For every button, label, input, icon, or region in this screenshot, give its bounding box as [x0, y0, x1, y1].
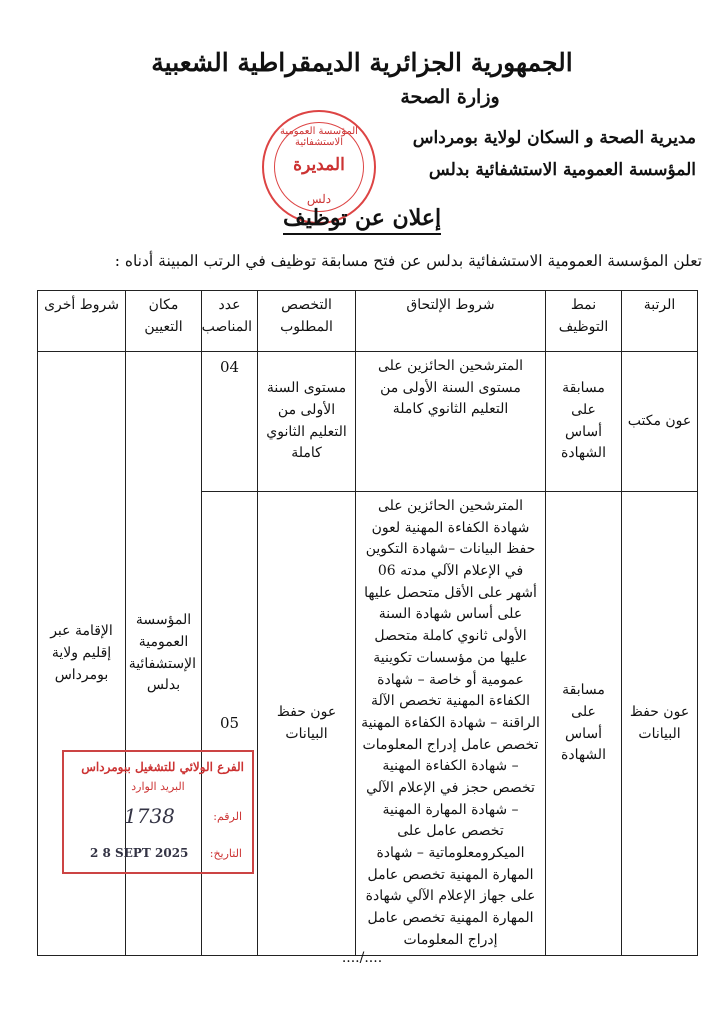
- registry-stamp-mail: البريد الوارد: [131, 780, 185, 793]
- page-continuation: ..../....: [341, 950, 383, 966]
- header-other: شروط أخرى: [38, 291, 126, 352]
- header-specialty: التخصص المطلوب: [258, 291, 356, 352]
- header-posts: عدد المناصب: [202, 291, 258, 352]
- registry-stamp-number-label: الرقم:: [213, 810, 242, 823]
- announcement-title: [0, 205, 724, 231]
- header-conditions: شروط الإلتحاق: [356, 291, 546, 352]
- cell-posts: 04: [202, 352, 258, 492]
- cell-conditions: المترشحين الحائزين على مستوى السنة الأولى من التعليم الثانوي كاملة: [356, 352, 546, 492]
- institution-name: المؤسسة العمومية الاستشفائية بدلس: [428, 160, 696, 180]
- directorate-name: مديرية الصحة و السكان لولاية بومرداس: [412, 128, 696, 148]
- registry-stamp-date: 2 8 SEPT 2025: [90, 846, 189, 860]
- table-header-row: [38, 291, 698, 352]
- table-row: [38, 352, 698, 492]
- registry-stamp-office: الفرع الولائي للتشغيل ببومرداس: [81, 760, 244, 774]
- cell-rank: عون مكتب: [622, 352, 698, 492]
- stamp-bottom-text: دلس: [306, 192, 332, 206]
- cell-rank: عون حفظ البيانات: [622, 492, 698, 956]
- stamp-ring-text: المؤسسة العمومية الاستشفائية: [280, 126, 358, 148]
- cell-specialty: مستوى السنة الأولى من التعليم الثانوي كاملة: [258, 352, 356, 492]
- stamp-center-text: المديرة: [293, 155, 345, 175]
- cell-mode: مسابقة على أساس الشهادة: [546, 352, 622, 492]
- announcement-intro: تعلن المؤسسة العمومية الاستشفائية بدلس عن فتح مسابقة توظيف في الرتب المبينة أدناه :: [114, 252, 702, 270]
- cell-place: المؤسسة العمومية الإستشفائية بدلس: [126, 352, 202, 956]
- republic-title: الجمهورية الجزائرية الديمقراطية الشعبية: [151, 48, 573, 77]
- cell-posts: 05: [202, 492, 258, 956]
- header-rank: الرتبة: [622, 291, 698, 352]
- cell-mode: مسابقة على أساس الشهادة: [546, 492, 622, 956]
- header-mode: نمط التوظيف: [546, 291, 622, 352]
- ministry-name: وزارة الصحة: [400, 86, 500, 108]
- header-place: مكان التعيين: [126, 291, 202, 352]
- registry-stamp-number: 1738: [124, 804, 175, 828]
- registry-stamp-date-label: التاريخ:: [209, 847, 242, 860]
- cell-other: الإقامة عبر إقليم ولاية بومرداس: [38, 352, 126, 956]
- announcement-title-text: إعلان عن توظيف: [283, 205, 441, 235]
- cell-conditions: المترشحين الحائزين على شهادة الكفاءة المهنية لعون حفظ البيانات –شهادة التكوين في الإعلام الآلي مدته 06 أشهر على الأقل متحصل عليها على أساس شهادة السنة الأولى ثانوي كاملة متحصل عليها من مؤسسات تكوينية عمومية أو خاصة – شهادة الكفاءة المهنية تخصص الآلة الراقنة – شهادة الكفاءة المهنية تخصص عامل إدراج المعلومات – شهادة الكفاءة المهنية تخصص حجز في الإعلام الآلي – شهادة المهارة المهنية تخصص عامل على الميكرومعلوماتية – شهادة المهارة المهنية تخصص عامل على جهاز الإعلام الآلي شهادة المهارة المهنية تخصص عامل إدراج المعلومات: [356, 492, 546, 956]
- registry-stamp: [62, 750, 254, 874]
- cell-specialty: عون حفظ البيانات: [258, 492, 356, 956]
